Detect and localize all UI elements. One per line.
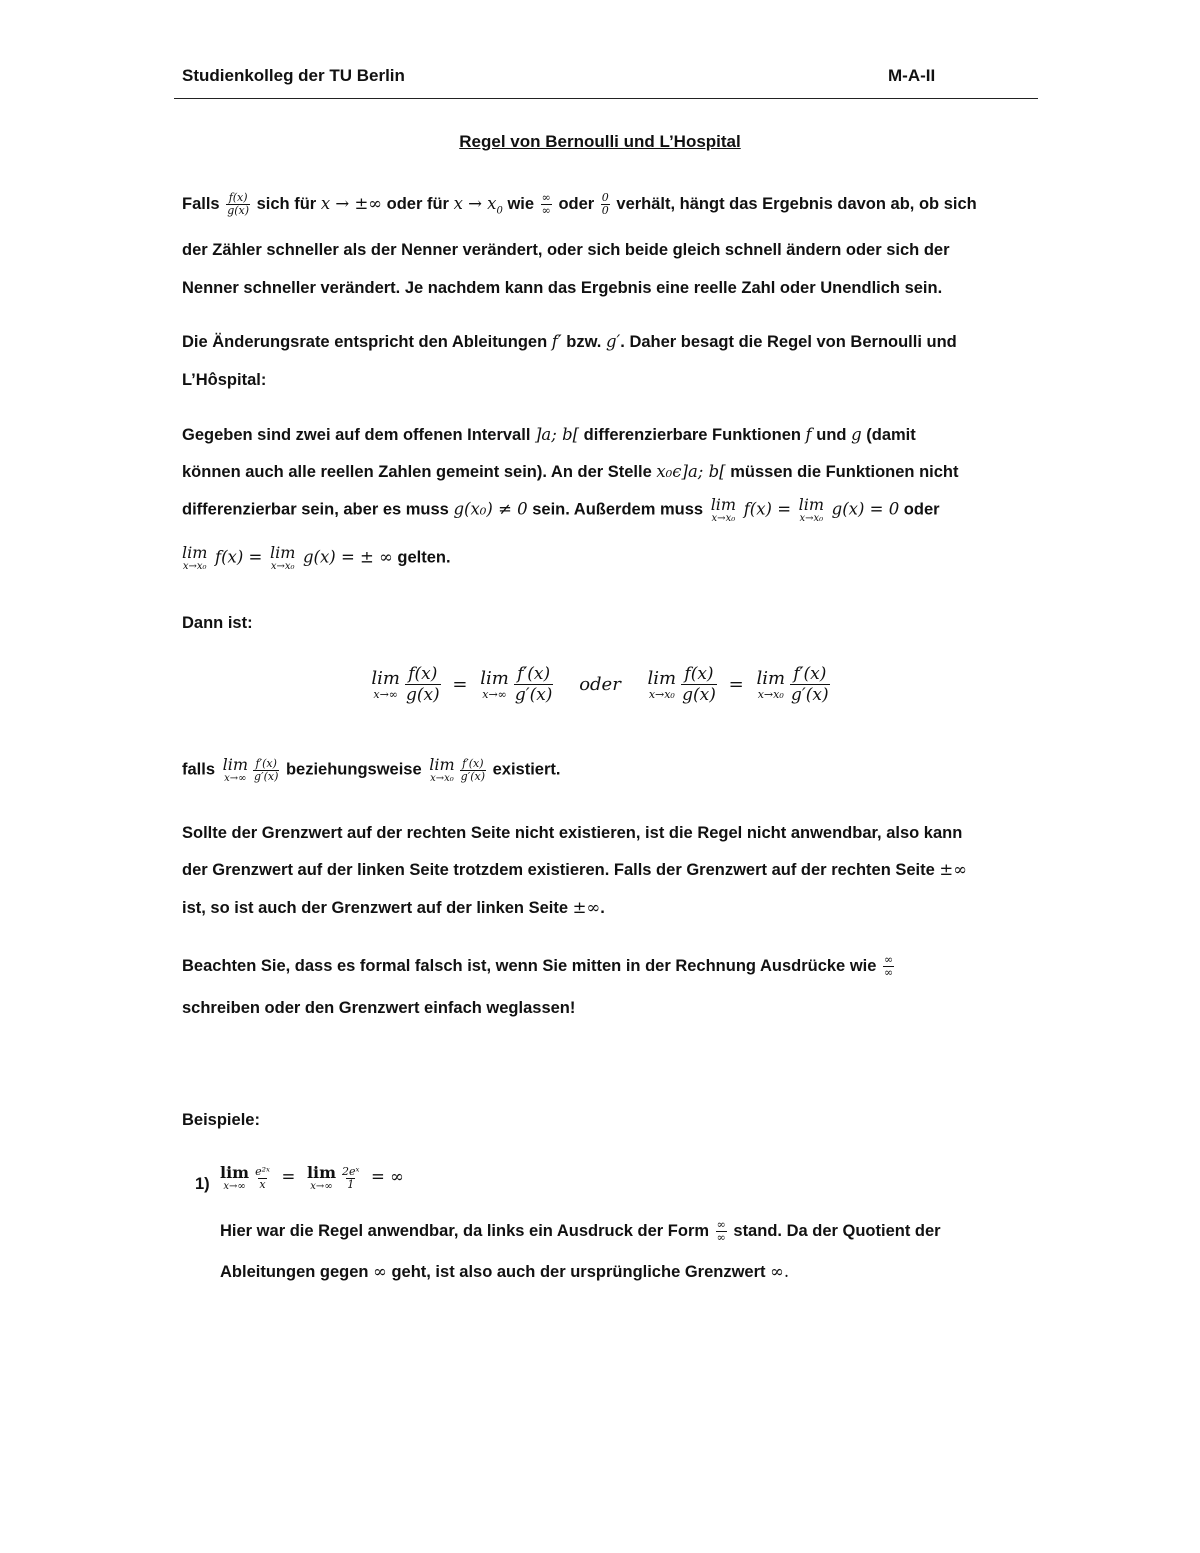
- paragraph-intro-line-1: Falls $\frac{f(x)}{g(x)}$ sich für x → ±∞ oder für $x \to x_0$ wie $\frac{\infty}{\infty}$ oder $\frac{0}{0}$ verhält, hängt das Ergebnis davon ab, ob sich: [182, 191, 977, 217]
- page-title: Regel von Bernoulli und L’Hospital: [459, 132, 741, 151]
- examples-heading: Beispiele:: [182, 1111, 260, 1129]
- example-1-explanation-line-2: Ableitungen gegen ∞ geht, ist also auch der ursprüngliche Grenzwert ∞.: [220, 1262, 790, 1281]
- limit-operator: lim x→x₀: [269, 543, 296, 572]
- paragraph-applicability-line-3: ist, so ist auch der Grenzwert auf der linken Seite ±∞.: [182, 898, 605, 917]
- example-1-explanation-line-1: Hier war die Regel anwendbar, da links ein Ausdruck der Form $\frac{\infty}{\infty}$ stand. Da der Quotient der: [220, 1218, 941, 1244]
- fraction-zero-over-zero: $\frac{0}{0}$: [601, 191, 609, 217]
- limit-operator: lim x→x₀: [756, 667, 786, 701]
- paragraph-conditions-line-1: Gegeben sind zwei auf dem offenen Intervall ]a; b[ differenzierbare Funktionen f und g (damit: [182, 425, 916, 444]
- limit-operator: lim x→x₀: [647, 667, 677, 701]
- paragraph-intro-line-2: der Zähler schneller als der Nenner verändert, oder sich beide gleich schnell ändern oder sich der: [182, 241, 950, 259]
- paragraph-conditions-line-4: lim x→x₀ f(x) = lim x→x₀ g(x) = ± ∞ gelten.: [182, 543, 451, 572]
- fraction-inf-over-inf: $\frac{\infty}{\infty}$: [884, 953, 894, 979]
- example-1-formula: lim x→∞ $\frac{\text{e²ˣ}}{x}$ = lim x→∞ $\frac{\text{2eˣ}}{1}$ = ∞: [220, 1163, 404, 1192]
- limit-operator: lim x→x₀: [429, 755, 455, 784]
- falls-line: falls lim x→∞ $\frac{f'(x)}{g'(x)}$ beziehungsweise lim x→x₀ $\frac{f'(x)}{g'(x)}$ existiert.: [182, 755, 561, 784]
- limit-operator: lim x→x₀: [798, 495, 825, 524]
- limit-operator: lim x→∞: [306, 1163, 337, 1192]
- paragraph-warning-line-1: Beachten Sie, dass es formal falsch ist, wenn Sie mitten in der Rechnung Ausdrücke wie $\frac{\infty}{\infty}$: [182, 953, 894, 979]
- fraction-inf-over-inf: $\frac{\infty}{\infty}$: [541, 191, 551, 217]
- limit-operator: lim x→∞: [220, 1163, 250, 1192]
- limit-operator: lim x→∞: [222, 755, 249, 784]
- paragraph-derivatives-line-1: Die Änderungsrate entspricht den Ableitungen f′ bzw. g′. Daher besagt die Regel von Bernoulli und: [182, 332, 957, 351]
- limit-operator: lim x→∞: [480, 667, 509, 701]
- paragraph-warning-line-2: schreiben oder den Grenzwert einfach weglassen!: [182, 999, 576, 1017]
- dann-ist-label: Dann ist:: [182, 614, 253, 632]
- lhospital-formula: lim x→∞ $\frac{f(x)}{g(x)}$ = lim x→∞ $\frac{f'(x)}{g'(x)}$ oder lim x→x₀ $\frac{f(x)}{g(x)}$ = lim x→x₀ $\frac{f'(x)}{g'(x)}$: [371, 664, 829, 705]
- paragraph-conditions-line-2: können auch alle reellen Zahlen gemeint sein). An der Stelle x₀ϵ]a; b[ müssen die Funktionen nicht: [182, 462, 959, 481]
- paragraph-applicability-line-1: Sollte der Grenzwert auf der rechten Seite nicht existieren, ist die Regel nicht anwendbar, also kann: [182, 824, 963, 842]
- example-number: 1): [195, 1175, 210, 1193]
- fraction-f-over-g: $\frac{f(x)}{g(x)}$: [227, 191, 250, 217]
- header-divider: [174, 98, 1038, 99]
- paragraph-applicability-line-2: der Grenzwert auf der linken Seite trotzdem existieren. Falls der Grenzwert auf der rechten Seite ±∞: [182, 860, 967, 879]
- limit-operator: lim x→x₀: [182, 543, 208, 572]
- header-institution: Studienkolleg der TU Berlin: [182, 66, 405, 85]
- limit-operator: lim x→x₀: [710, 495, 737, 524]
- fraction-inf-over-inf: $\frac{\infty}{\infty}$: [716, 1218, 726, 1244]
- header-course-code: M-A-II: [888, 66, 936, 85]
- paragraph-conditions-line-3: differenzierbar sein, aber es muss g(x₀) ≠ 0 sein. Außerdem muss lim x→x₀ f(x) = lim x→x₀ g(x) = 0 oder: [182, 495, 940, 524]
- paragraph-intro-line-3: Nenner schneller verändert. Je nachdem kann das Ergebnis eine reelle Zahl oder Unendlich sein.: [182, 279, 943, 297]
- limit-operator: lim x→∞: [371, 667, 400, 701]
- paragraph-derivatives-line-2: L’Hôspital:: [182, 371, 267, 389]
